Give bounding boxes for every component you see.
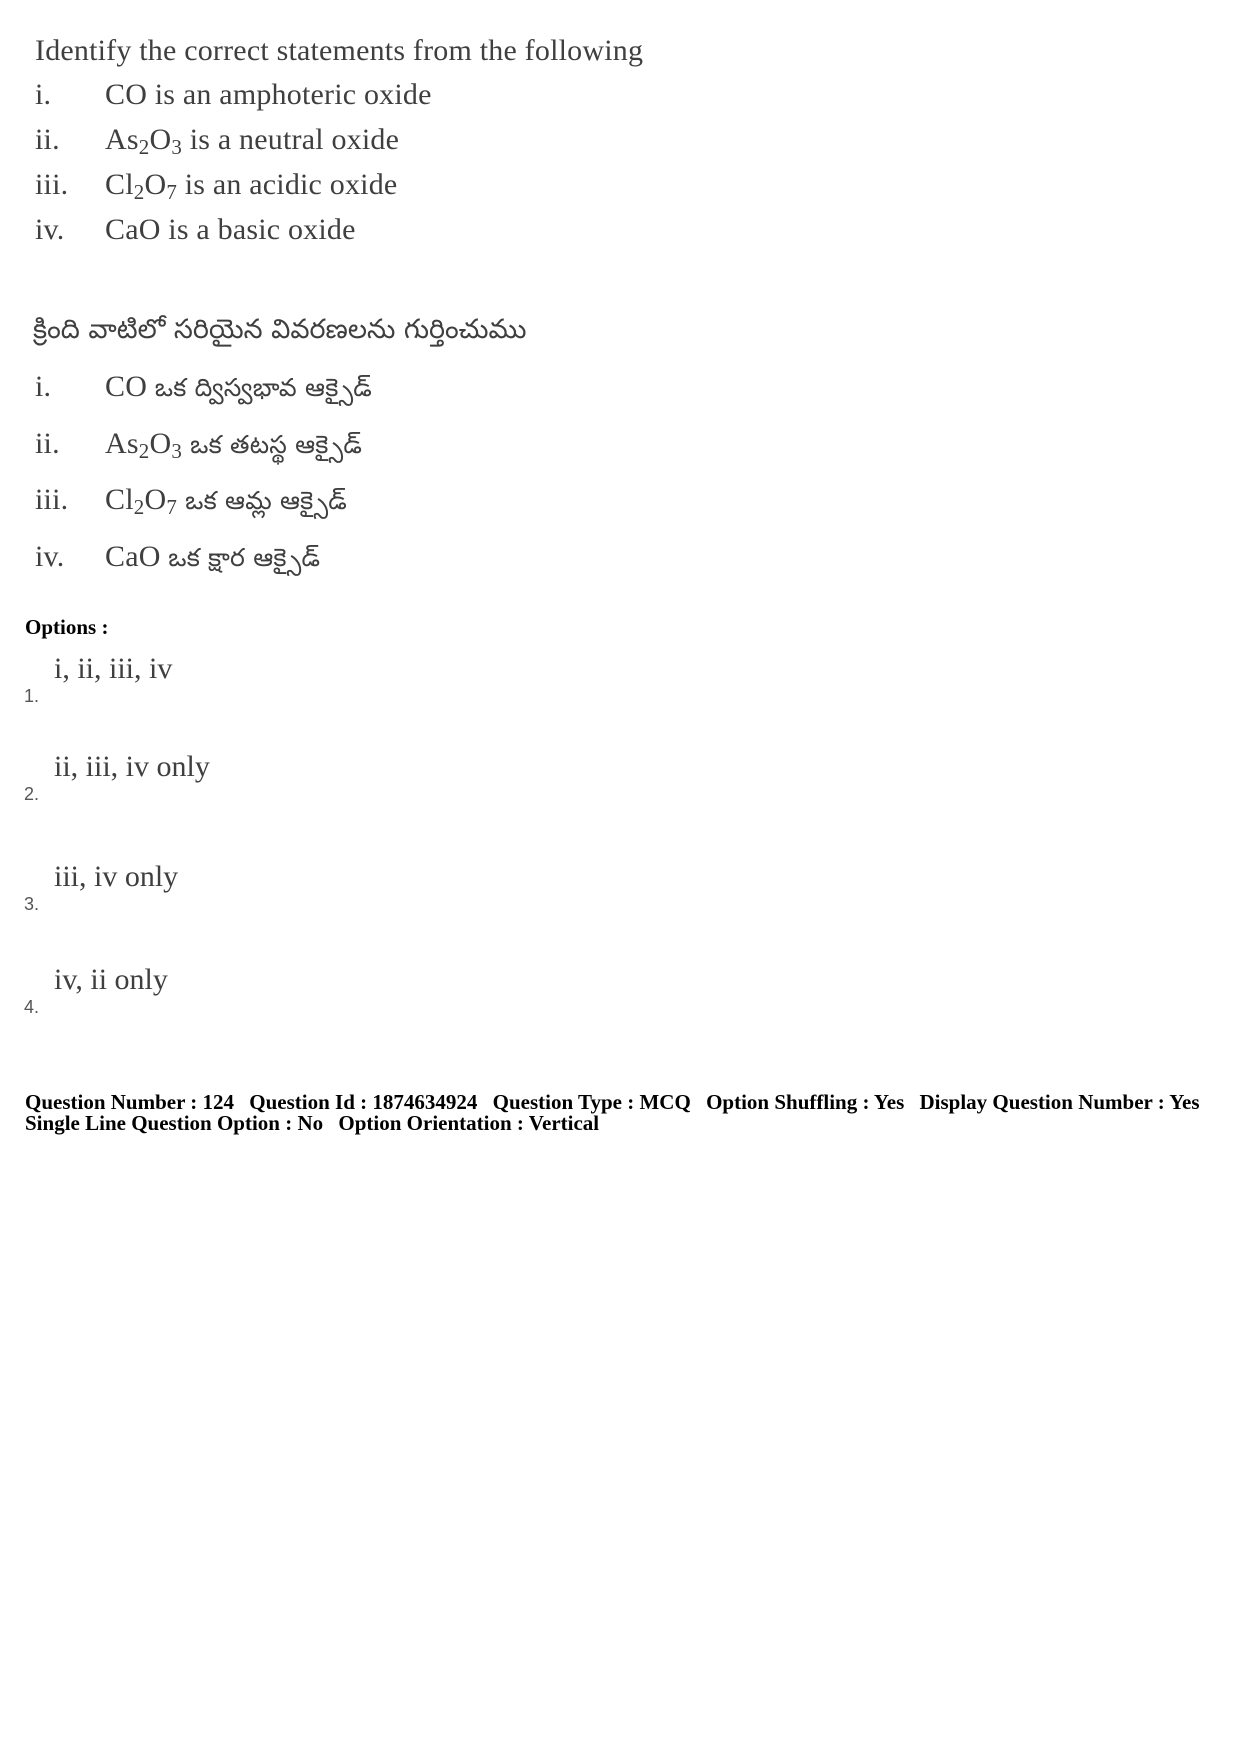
meta-question-number: Question Number : 124 [25, 1090, 235, 1114]
statement-number: iv. [35, 213, 65, 246]
statement-te-2 [35, 427, 362, 466]
statement-te-4 [35, 540, 320, 579]
statement-text: CaO ఒక క్షార ఆక్సైడ్ [105, 540, 321, 573]
statement-number: ii. [35, 427, 60, 460]
subscript: 7 [166, 180, 178, 204]
option-number: 4. [24, 997, 40, 1017]
option-text: ii, iii, iv only [54, 750, 210, 783]
statement-text: $Cl_2O_7$ ఒక ఆమ్ల ఆక్సైడ్ [105, 483, 347, 519]
meta-question-id: Question Id : 1874634924 [249, 1090, 478, 1114]
statement-en-4 [35, 213, 356, 247]
options-label: Options : [25, 615, 109, 639]
option-4[interactable] [24, 963, 424, 1023]
statement-text: CO ఒక ద్విస్వభావ ఆక్సైడ్ [105, 370, 373, 403]
statement-en-2 [35, 123, 399, 157]
option-text: iii, iv only [54, 860, 179, 893]
statement-text: CO is an amphoteric oxide [105, 78, 432, 111]
subscript: 2 [133, 180, 145, 204]
statement-te-1 [35, 370, 372, 409]
option-1[interactable] [24, 652, 424, 712]
option-2[interactable] [24, 750, 424, 810]
meta-display-question-number: Display Question Number : Yes [919, 1090, 1200, 1114]
meta-option-orientation: Option Orientation : Vertical [338, 1111, 600, 1135]
subscript: 7 [166, 495, 178, 519]
statement-number: iii. [35, 483, 69, 516]
option-number: 2. [24, 784, 40, 804]
option-number: 3. [24, 894, 40, 914]
subscript: 3 [171, 135, 183, 159]
option-text: iv, ii only [54, 963, 168, 996]
statement-en-1 [35, 78, 432, 112]
option-text: i, ii, iii, iv [54, 652, 173, 685]
meta-single-line-option: Single Line Question Option : No [25, 1111, 324, 1135]
telugu-text: ఒక తటస్థ ఆక్సైడ్ [182, 430, 363, 459]
telugu-text: ఒక ద్విస్వభావ ఆక్సైడ్ [154, 373, 373, 402]
meta-question-type: Question Type : MCQ [492, 1090, 691, 1114]
statement-number: ii. [35, 123, 60, 156]
statement-te-3 [35, 483, 347, 522]
statement-number: i. [35, 78, 52, 111]
subscript: 2 [138, 439, 150, 463]
statement-number: iv. [35, 540, 65, 573]
option-3[interactable] [24, 860, 424, 920]
question-title-telugu: క్రింది వాటిలో సరియైన వివరణలను గుర్తించుము [33, 314, 527, 345]
subscript: 3 [171, 439, 183, 463]
statement-number: iii. [35, 168, 69, 201]
statement-text: $As_2O_3$ is a neutral oxide [105, 123, 400, 159]
question-title-english: Identify the correct statements from the following [35, 34, 644, 67]
option-number: 1. [24, 686, 40, 706]
telugu-text: ఒక క్షార ఆక్సైడ్ [168, 543, 321, 572]
statement-number: i. [35, 370, 52, 403]
subscript: 2 [133, 495, 145, 519]
metadata-line-1 [25, 1092, 1200, 1113]
statement-text: $Cl_2O_7$ is an acidic oxide [105, 168, 398, 204]
statement-text: CaO is a basic oxide [105, 213, 356, 246]
metadata-line-2 [25, 1113, 1200, 1134]
subscript: 2 [138, 135, 150, 159]
statement-en-3 [35, 168, 397, 202]
meta-option-shuffling: Option Shuffling : Yes [706, 1090, 905, 1114]
question-metadata [25, 1092, 1200, 1134]
statement-text: $As_2O_3$ ఒక తటస్థ ఆక్సైడ్ [105, 427, 363, 463]
telugu-text: ఒక ఆమ్ల ఆక్సైడ్ [177, 486, 347, 515]
